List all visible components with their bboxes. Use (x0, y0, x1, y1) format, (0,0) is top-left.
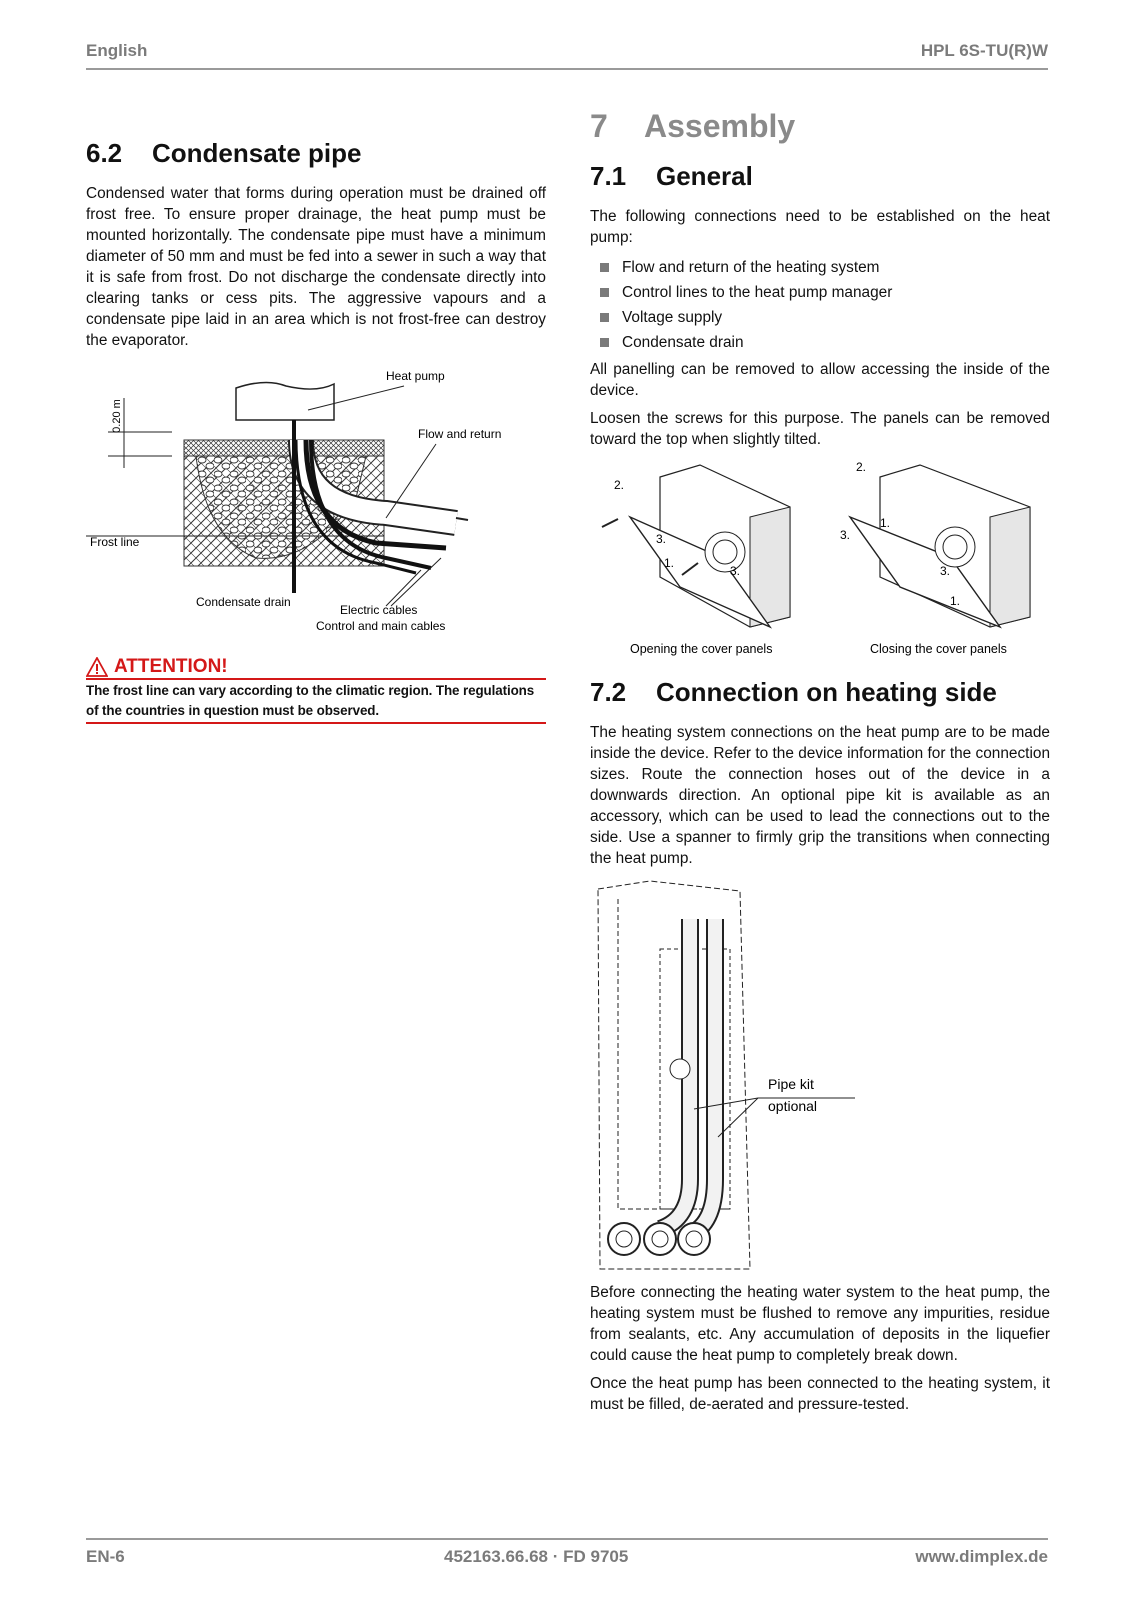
right-column (590, 108, 1050, 1422)
list-item: Condensate drain (590, 330, 1050, 355)
footer-doc-number: 452163.66.68 · FD 9705 (444, 1547, 629, 1566)
section-number: 7.1 (590, 161, 627, 191)
label-condensate-drain: Condensate drain (196, 595, 291, 609)
svg-text:2.: 2. (856, 460, 867, 474)
caption-close: Closing the cover panels (870, 642, 1007, 656)
square-bullet-icon (600, 313, 609, 322)
square-bullet-icon (600, 288, 609, 297)
pipe-kit-label: Pipe kit (768, 1076, 814, 1092)
attention-title: ATTENTION! (114, 656, 228, 677)
section-7-1-heading (590, 161, 1050, 192)
label-electric-cables: Electric cables (340, 603, 418, 617)
condensate-paragraph: Condensed water that forms during operation must be drained off frost free. To ensure proper drainage, the heat pump must be mounted horizontally. The condensate pipe must have a minimum diameter of 50 mm and must be fed into a sewer in such a way that it is safe from frost. Do not discharge the condensate directly into clearing tanks or cess pits. The aggressive vapours and a condensate pipe laid in an area which is not frost-free can destroy the evaporator. (86, 185, 546, 349)
label-frost-line: Frost line (90, 535, 140, 549)
general-intro: The following connections need to be established on the heat pump: (590, 208, 1050, 246)
footer-website: www.dimplex.de (915, 1547, 1048, 1566)
section-7-heading (590, 108, 1050, 145)
attention-bottom-rule (86, 722, 546, 724)
condensate-pipe-figure (86, 358, 546, 648)
square-bullet-icon (600, 263, 609, 272)
screws-paragraph: Loosen the screws for this purpose. The panels can be removed toward the top when slightly tilted. (590, 410, 1050, 448)
panelling-paragraph: All panelling can be removed to allow accessing the inside of the device. (590, 361, 1050, 399)
section-title: General (656, 161, 753, 191)
closing-panel-drawing (840, 460, 1030, 656)
flushing-paragraph: Before connecting the heating water system to the heat pump, the heating system must be flushed to remove any impurities, residue from sealants, etc. Any accumulation of deposits in the liquefier could cause the heat pump to completely break down. (590, 1284, 1050, 1364)
label-flow-return: Flow and return (418, 427, 502, 441)
header-rule (86, 68, 1048, 70)
attention-text: The frost line can vary according to the climatic region. The regulations of the countries in question must be observed. (86, 683, 535, 718)
svg-text:3.: 3. (656, 532, 667, 546)
attention-box (86, 656, 546, 724)
left-column (86, 138, 546, 724)
svg-text:1.: 1. (950, 594, 961, 608)
caption-open: Opening the cover panels (630, 642, 773, 656)
footer-page-number: EN-6 (86, 1547, 125, 1566)
label-heat-pump: Heat pump (386, 369, 445, 383)
connections-list (590, 255, 1050, 355)
svg-text:1.: 1. (664, 556, 675, 570)
section-number: 7.2 (590, 677, 627, 707)
heating-paragraph: The heating system connections on the heat pump are to be made inside the device. Refer to the device information for the connection sizes. Route the connection hoses out of the device in a downwards direction. An optional pipe kit is available as an accessory, which can be used to lead the connections out to the side. Use a spanner to firmly grip the transitions when connecting the heat pump. (590, 724, 1050, 867)
chapter-number: 7 (590, 108, 608, 144)
list-item: Flow and return of the heating system (590, 255, 1050, 280)
svg-text:3.: 3. (840, 528, 851, 542)
header-language: English (86, 41, 148, 60)
footer-rule (86, 1538, 1048, 1540)
section-6-2-heading (86, 138, 546, 169)
pipe-kit-optional-label: optional (768, 1098, 818, 1114)
pipe-kit-figure (590, 879, 1050, 1274)
header-model: HPL 6S-TU(R)W (920, 41, 1048, 60)
opening-panel-drawing (602, 465, 790, 656)
section-number: 6.2 (86, 138, 123, 168)
section-7-2-heading (590, 677, 1050, 708)
svg-text:3.: 3. (940, 564, 951, 578)
warning-icon (86, 657, 108, 677)
svg-text:3.: 3. (730, 564, 741, 578)
attention-heading (86, 656, 546, 678)
svg-text:2.: 2. (614, 478, 625, 492)
section-title: Condensate pipe (152, 138, 362, 168)
label-control-cables: Control and main cables (316, 619, 446, 633)
list-item: Voltage supply (590, 305, 1050, 330)
list-item: Control lines to the heat pump manager (590, 280, 1050, 305)
label-height: 0.20 m (111, 399, 123, 433)
square-bullet-icon (600, 338, 609, 347)
chapter-title: Assembly (644, 108, 796, 144)
cover-panels-figure (590, 457, 1050, 657)
svg-text:1.: 1. (880, 516, 891, 530)
section-title: Connection on heating side (656, 677, 997, 707)
filling-paragraph: Once the heat pump has been connected to the heating system, it must be filled, de-aerated and pressure-tested. (590, 1375, 1050, 1413)
